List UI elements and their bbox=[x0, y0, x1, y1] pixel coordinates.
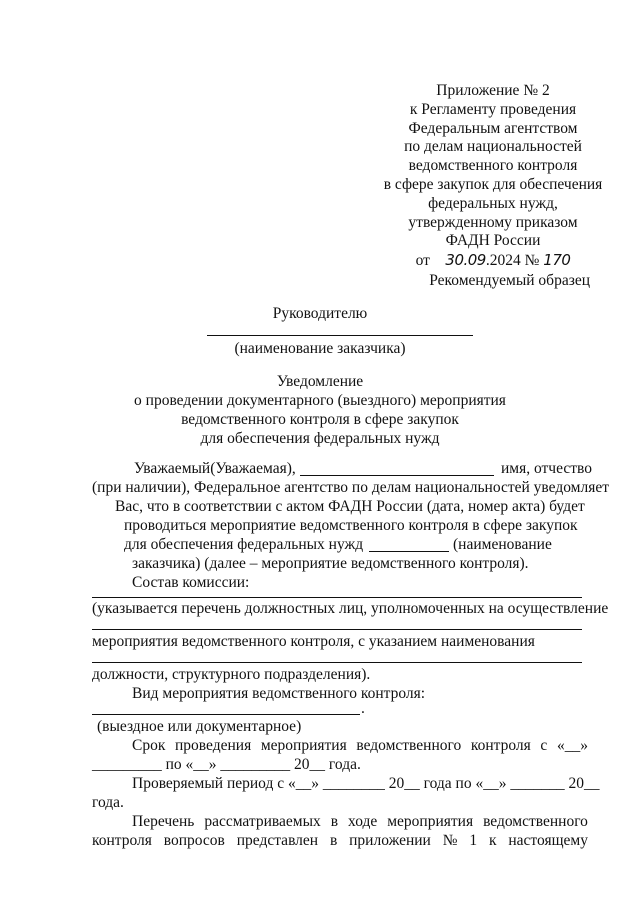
body-text: (при наличии), Федеральное агентство по делам национальностей уведомляет bbox=[92, 479, 609, 496]
date-year: .2024 № bbox=[485, 252, 540, 270]
body-text: заказчика) (далее – мероприятие ведомственного контроля). bbox=[132, 555, 529, 572]
term-line: _________ по «__» _________ 20__ года. bbox=[92, 756, 361, 773]
appendix-line: в сфере закупок для обеспечения bbox=[383, 175, 603, 193]
body-word: 1 bbox=[469, 832, 478, 849]
title-line: Уведомление bbox=[276, 373, 364, 390]
body-word: ходе bbox=[348, 813, 378, 830]
body-word: вопросов bbox=[163, 832, 225, 849]
period-line: года. bbox=[92, 794, 124, 811]
body-word: настоящему bbox=[508, 832, 588, 849]
appendix-line: Приложение № 2 bbox=[436, 82, 550, 99]
appendix-header bbox=[368, 82, 618, 271]
commission-hint: мероприятия ведомственного контроля, с указанием наименования bbox=[92, 633, 535, 650]
body-text: проводиться мероприятие ведомственного контроля в сфере закупок bbox=[124, 517, 578, 534]
body-word: контроля bbox=[470, 737, 531, 754]
body-word: в bbox=[329, 832, 338, 849]
body-text: для обеспечения федеральных нужд bbox=[124, 536, 364, 553]
salutation: Уважаемый(Уважаемая), bbox=[134, 460, 296, 477]
appendix-line: по делам национальностей bbox=[404, 138, 582, 156]
body-word: Срок bbox=[132, 737, 166, 754]
body-word: проведения bbox=[175, 737, 252, 754]
body-word: Перечень bbox=[132, 813, 195, 830]
body-word: мероприятия bbox=[260, 737, 347, 754]
body-word: № bbox=[442, 832, 458, 849]
body-word: в bbox=[330, 813, 339, 830]
appendix-line: ФАДН России bbox=[445, 232, 541, 250]
appendix-line: утвержденному приказом bbox=[408, 213, 578, 231]
appendix-date-line bbox=[368, 251, 618, 271]
body-text: (наименование bbox=[453, 536, 552, 553]
title-line: для обеспечения федеральных нужд bbox=[200, 430, 440, 447]
appendix-line: к Регламенту проведения bbox=[409, 100, 577, 118]
period-line: Проверяемый период с «__» ________ 20__ года по «__» _______ 20__ bbox=[132, 775, 600, 792]
commission-blank-line bbox=[92, 662, 582, 663]
sample-label: Рекомендуемый образец bbox=[429, 272, 590, 289]
body-word: мероприятия bbox=[387, 813, 474, 830]
body-text: имя, отчество bbox=[501, 460, 592, 477]
body-word: к bbox=[488, 832, 497, 849]
body-word: «__» bbox=[556, 737, 588, 754]
customer-blank-line bbox=[369, 551, 449, 552]
handwritten-date: 30.09 bbox=[445, 251, 486, 270]
appendix-line: ведомственного контроля bbox=[408, 157, 578, 175]
kind-label: Вид мероприятия ведомственного контроля: bbox=[132, 685, 426, 702]
date-prefix: от bbox=[415, 252, 430, 270]
addressee-to: Руководителю bbox=[272, 305, 368, 322]
body-word: представлен bbox=[236, 832, 319, 849]
term-line bbox=[132, 737, 588, 755]
commission-hint: должности, структурного подразделения). bbox=[92, 666, 371, 683]
name-blank-line bbox=[300, 475, 494, 476]
body-word: с bbox=[540, 737, 548, 754]
body-word: ведомственного bbox=[356, 737, 462, 754]
appendix-line: Федеральным агентством bbox=[408, 119, 578, 137]
customer-name-line bbox=[207, 335, 473, 336]
kind-dot: . bbox=[361, 700, 365, 717]
body-word: ведомственного bbox=[483, 813, 588, 830]
handwritten-number: 170 bbox=[543, 251, 571, 270]
addressee-hint: (наименование заказчика) bbox=[234, 340, 406, 357]
list-line bbox=[92, 832, 588, 850]
commission-blank-line bbox=[92, 597, 582, 598]
appendix-line: федеральных нужд, bbox=[428, 194, 558, 212]
body-word: приложении bbox=[349, 832, 431, 849]
commission-label: Состав комиссии: bbox=[132, 574, 250, 591]
kind-blank-line bbox=[92, 714, 360, 715]
body-word: рассматриваемых bbox=[204, 813, 321, 830]
body-text: Вас, что в соответствии с актом ФАДН России (дата, номер акта) будет bbox=[115, 498, 585, 515]
body-word: контроля bbox=[92, 832, 152, 849]
kind-hint: (выездное или документарное) bbox=[97, 718, 302, 735]
commission-hint: (указывается перечень должностных лиц, уполномоченных на осуществление bbox=[92, 600, 609, 617]
title-line: ведомственного контроля в сфере закупок bbox=[181, 411, 459, 428]
list-line bbox=[132, 813, 588, 831]
commission-blank-line bbox=[92, 629, 582, 630]
title-line: о проведении документарного (выездного) мероприятия bbox=[134, 392, 506, 409]
